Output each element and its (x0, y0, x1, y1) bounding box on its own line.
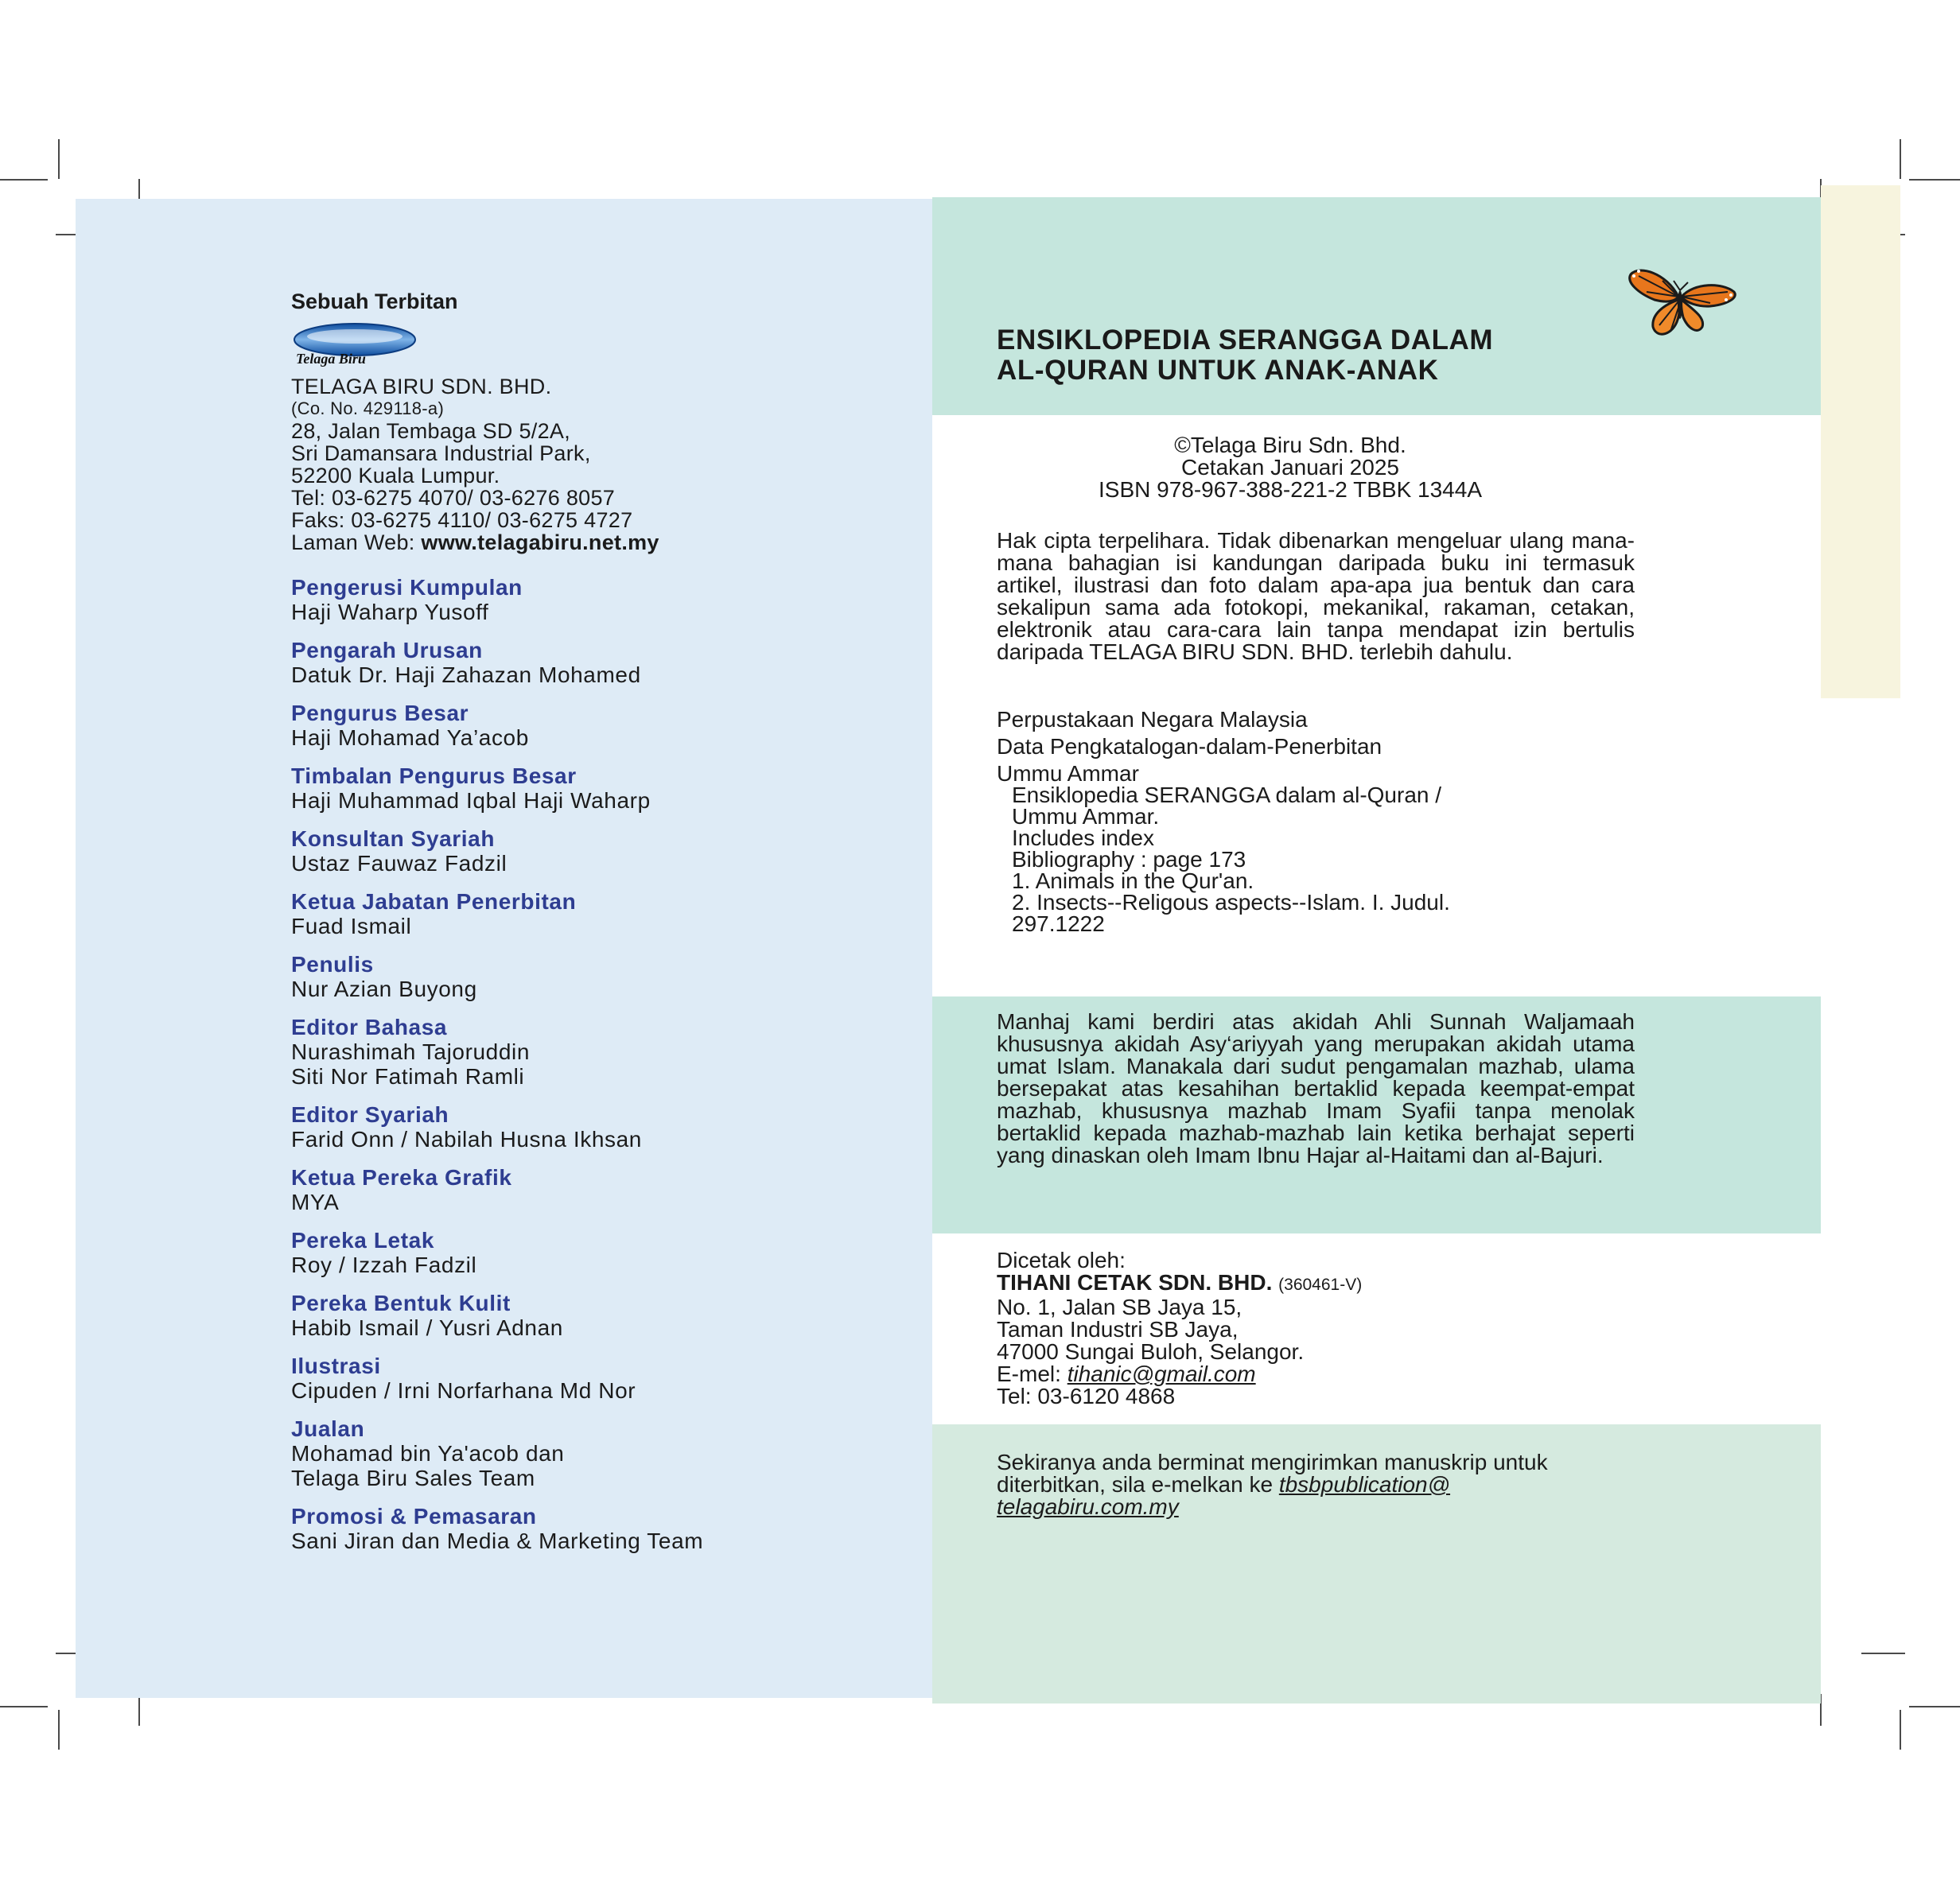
role-name: Mohamad bin Ya'acob dan (291, 1441, 565, 1466)
printer-name: TIHANI CETAK SDN. BHD. (997, 1270, 1273, 1295)
role-name: Habib Ismail / Yusri Adnan (291, 1315, 563, 1340)
logo-text: Telaga Biru (296, 351, 366, 367)
crop-mark (58, 1710, 60, 1750)
role-name: Nurashimah Tajoruddin (291, 1039, 531, 1064)
crop-mark (0, 1706, 48, 1707)
role-name: Datuk Dr. Haji Zahazan Mohamed (291, 662, 641, 687)
role-name: Fuad Ismail (291, 914, 412, 938)
telaga-biru-logo (291, 320, 418, 368)
printer-telephone: Tel: 03-6120 4868 (997, 1384, 1176, 1408)
publisher-heading: Sebuah Terbitan (291, 289, 458, 313)
rights-notice: Hak cipta terpelihara. Tidak dibenarkan mengeluar ulang mana-mana bahagian isi kandungan daripada buku ini termasuk artikel, ilustrasi dan foto dalam apa-apa jua bentuk dan cara sekalipun sama ada fotokopi, mekanikal, rakaman, cetakan, elektronik atau cara-cara lain tanpa mendapat izin bertulis daripada TELAGA BIRU SDN. BHD. terlebih dahulu. (997, 528, 1635, 664)
role-block (291, 889, 848, 938)
printer-registration: (360461-V) (1278, 1276, 1363, 1294)
role-block (291, 1416, 848, 1490)
telephone: Tel: 03-6275 4070/ 03-6276 8057 (291, 486, 616, 510)
edition-line: Cetakan Januari 2025 (1181, 455, 1399, 480)
printer-address-line: 47000 Sungai Buloh, Selangor. (997, 1339, 1305, 1364)
role-title: Ketua Pereka Grafik (291, 1165, 512, 1190)
isbn-line: ISBN 978-967-388-221-2 TBBK 1344A (1098, 477, 1482, 502)
crop-mark (138, 1694, 140, 1726)
fax: Faks: 03-6275 4110/ 03-6275 4727 (291, 508, 633, 532)
butterfly-icon (1623, 265, 1740, 341)
role-title: Promosi & Pemasaran (291, 1504, 537, 1529)
printer-email-link[interactable]: tihanic@gmail.com (1067, 1362, 1256, 1386)
manhaj-panel (932, 996, 1821, 1233)
printer-name-line (997, 1272, 1362, 1296)
role-block (291, 701, 848, 750)
role-name: Sani Jiran dan Media & Marketing Team (291, 1529, 704, 1553)
role-name: Nur Azian Buyong (291, 977, 477, 1001)
catalog-entry: 297.1222 (1012, 911, 1105, 936)
printer-info (997, 1249, 1362, 1408)
printed-by-label: Dicetak oleh: (997, 1248, 1126, 1272)
role-name: Siti Nor Fatimah Ramli (291, 1064, 525, 1089)
address-line: 52200 Kuala Lumpur. (291, 464, 500, 488)
role-name: Haji Muhammad Iqbal Haji Waharp (291, 788, 651, 813)
catalog-entries (1012, 784, 1450, 934)
role-block (291, 638, 848, 687)
address-line: 28, Jalan Tembaga SD 5/2A, (291, 419, 571, 443)
catalog-entry: Includes index (1012, 826, 1155, 850)
role-block (291, 1015, 848, 1089)
role-title: Konsultan Syariah (291, 826, 496, 851)
copyright-panel (932, 415, 1821, 996)
website-label: Laman Web: (291, 530, 422, 554)
role-title: Ilustrasi (291, 1354, 381, 1378)
crop-mark (1900, 139, 1901, 179)
manuscript-text: Sekiranya anda berminat mengirimkan manuskrip untuk diterbitkan, sila e-melkan ke (997, 1450, 1548, 1497)
role-title: Penulis (291, 952, 374, 977)
role-title: Pereka Letak (291, 1228, 434, 1253)
crop-mark (1861, 1653, 1905, 1654)
role-title: Pengurus Besar (291, 701, 469, 725)
printer-panel (932, 1233, 1821, 1424)
manuscript-notice (997, 1451, 1649, 1518)
role-block (291, 1165, 848, 1214)
role-block (291, 952, 848, 1001)
catalog-heading: Data Pengkatalogan-dalam-Penerbitan (997, 734, 1382, 759)
role-name: Farid Onn / Nabilah Husna Ikhsan (291, 1127, 642, 1152)
catalog-entry: Bibliography : page 173 (1012, 847, 1246, 872)
copyright-block (932, 434, 1648, 501)
crop-mark (1909, 1706, 1960, 1707)
manuscript-email-link[interactable]: telagabiru.com.my (997, 1494, 1179, 1519)
role-block (291, 1102, 848, 1152)
role-block (291, 1504, 848, 1553)
website-line (291, 531, 848, 554)
role-name: Haji Waharp Yusoff (291, 600, 489, 624)
role-title: Editor Syariah (291, 1102, 449, 1127)
catalog-entry: Ensiklopedia SERANGGA dalam al-Quran / (1012, 783, 1442, 807)
page-edge-strip (1821, 185, 1900, 698)
printer-address-line: Taman Industri SB Jaya, (997, 1317, 1239, 1342)
role-title: Jualan (291, 1416, 365, 1441)
website-link[interactable]: www.telagabiru.net.my (421, 530, 659, 554)
role-block (291, 1354, 848, 1403)
manuscript-email-link[interactable]: tbsbpublication@ (1278, 1472, 1451, 1497)
publisher-info (291, 289, 848, 1553)
role-title: Editor Bahasa (291, 1015, 448, 1039)
book-title-panel (932, 197, 1821, 415)
role-block (291, 1291, 848, 1340)
book-title-line: AL-QURAN UNTUK ANAK-ANAK (997, 355, 1439, 386)
manhaj-statement: Manhaj kami berdiri atas akidah Ahli Sunnah Waljamaah khususnya akidah Asy‘ariyyah yang merupakan akidah utama umat Islam. Manakala dari sudut pengamalan mazhab, ulama bersepakat atas kesahihan bertaklid kepada keempat-empat mazhab, khususnya mazhab Imam Syafii tanpa menolak bertaklid kepada mazhab-mazhab lain ketika berhajat seperti yang dinaskan oleh Imam Ibnu Hajar al-Haitami dan al-Bajuri. (997, 1009, 1635, 1167)
role-title: Ketua Jabatan Penerbitan (291, 889, 577, 914)
role-name: Roy / Izzah Fadzil (291, 1253, 477, 1277)
role-title: Pereka Bentuk Kulit (291, 1291, 511, 1315)
role-name: Haji Mohamad Ya’acob (291, 725, 529, 750)
role-block (291, 763, 848, 813)
address-line: Sri Damansara Industrial Park, (291, 441, 591, 465)
catalog-author: Ummu Ammar (997, 761, 1139, 786)
role-block (291, 575, 848, 624)
crop-mark (0, 179, 48, 181)
crop-mark (1909, 179, 1960, 181)
book-title-line: ENSIKLOPEDIA SERANGGA DALAM (997, 324, 1494, 355)
printer-address-line: No. 1, Jalan SB Jaya 15, (997, 1295, 1242, 1319)
crop-mark (58, 139, 60, 179)
role-name: MYA (291, 1190, 340, 1214)
role-title: Pengarah Urusan (291, 638, 483, 662)
company-number: (Co. No. 429118-a) (291, 398, 445, 418)
role-block (291, 1228, 848, 1277)
printer-email-line (997, 1363, 1362, 1385)
book-title (997, 325, 1493, 386)
catalog-entry: 2. Insects--Religous aspects--Islam. I. Judul. (1012, 890, 1450, 915)
role-name: Cipuden / Irni Norfarhana Md Nor (291, 1378, 636, 1403)
catalog-entry: 1. Animals in the Qur'an. (1012, 868, 1254, 893)
role-name: Telaga Biru Sales Team (291, 1466, 535, 1490)
company-name: TELAGA BIRU SDN. BHD. (291, 375, 552, 398)
crop-mark (1900, 1710, 1901, 1750)
role-name: Ustaz Fauwaz Fadzil (291, 851, 508, 876)
manuscript-panel (932, 1424, 1821, 1703)
role-title: Pengerusi Kumpulan (291, 575, 523, 600)
library-name: Perpustakaan Negara Malaysia (997, 707, 1308, 732)
catalog-entry: Ummu Ammar. (1012, 804, 1160, 829)
copyright-line: ©Telaga Biru Sdn. Bhd. (1174, 433, 1406, 457)
email-label: E-mel: (997, 1362, 1068, 1386)
role-block (291, 826, 848, 876)
role-title: Timbalan Pengurus Besar (291, 763, 577, 788)
